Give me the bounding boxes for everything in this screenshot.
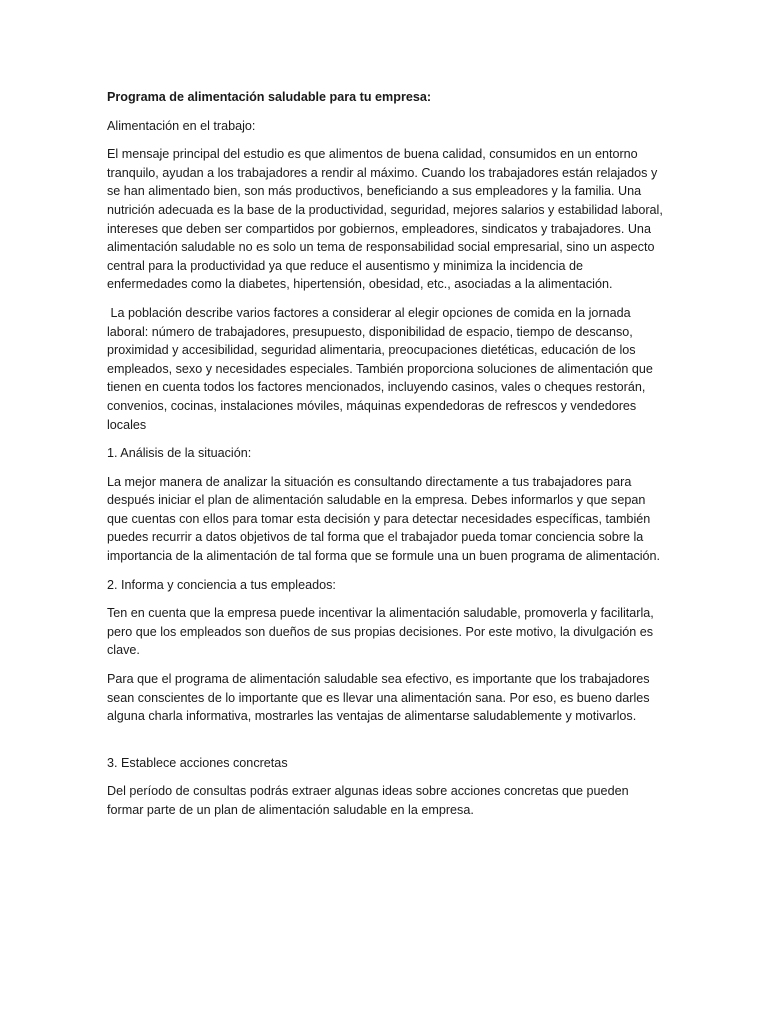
document-title: Programa de alimentación saludable para tu empresa: <box>107 90 432 104</box>
paragraph-1: El mensaje principal del estudio es que alimentos de buena calidad, consumidos en un entorno tranquilo, ayudan a los trabajadores a rendir al máximo. Cuando los trabajadores están relajados y se han alimentado bien, son más productivos, beneficiando a sus empleadores y la familia. Una nutrición adecuada es la base de la productividad, seguridad, mejores salarios y estabilidad laboral, intereses que deben ser compartidos por gobiernos, empleadores, sindicatos y trabajadores. Una alimentación saludable no es solo un tema de responsabilidad social empresarial, sino un aspecto central para la productividad ya que reduce el ausentismo y minimiza la incidencia de enfermedades como la diabetes, hipertensión, obesidad, etc., asociadas a la alimentación. <box>107 147 663 292</box>
paragraph-2: La población describe varios factores a considerar al elegir opciones de comida en la jornada laboral: número de trabajadores, presupuesto, disponibilidad de espacio, tiempo de descanso, proximidad y accesibilidad, seguridad alimentaria, preocupaciones dietéticas, educación de los empleados, sexo y necesidades especiales. También proporciona soluciones de alimentación que tienen en cuenta todos los factores mencionados, incluyendo casinos, vales o cheques restorán, convenios, cocinas, instalaciones móviles, máquinas expendedoras de refrescos y vendedores locales <box>107 305 657 432</box>
section-heading-2: 2. Informa y conciencia a tus empleados: <box>107 577 336 592</box>
document-page <box>107 88 663 830</box>
section-heading-3: 3. Establece acciones concretas <box>107 755 288 770</box>
blank-line <box>107 736 663 754</box>
paragraph-4: Ten en cuenta que la empresa puede incentivar la alimentación saludable, promoverla y facilitarla, pero que los empleados son dueños de sus propias decisiones. Por este motivo, la divulgación es clave. <box>107 606 654 658</box>
section-heading-work: Alimentación en el trabajo: <box>107 118 256 133</box>
paragraph-3: La mejor manera de analizar la situación es consultando directamente a tus trabajadores para después iniciar el plan de alimentación saludable en la empresa. Debes informarlos y que sepan que cuentas con ellos para tomar esta decisión y para detectar necesidades específicas, también puedes recurrir a datos objetivos de tal forma que el trabajador pueda tomar conciencia sobre la importancia de la alimentación de tal forma que se formule una un buen programa de alimentación. <box>107 474 661 564</box>
paragraph-6: Del período de consultas podrás extraer algunas ideas sobre acciones concretas que pueden formar parte de un plan de alimentación saludable en la empresa. <box>107 784 629 817</box>
section-heading-1: 1. Análisis de la situación: <box>107 446 252 461</box>
paragraph-5: Para que el programa de alimentación saludable sea efectivo, es importante que los trabajadores sean conscientes de lo importante que es llevar una alimentación sana. Por eso, es bueno darles alguna charla informativa, mostrarles las ventajas de alimentarse saludablemente y motivarlos. <box>107 672 650 724</box>
